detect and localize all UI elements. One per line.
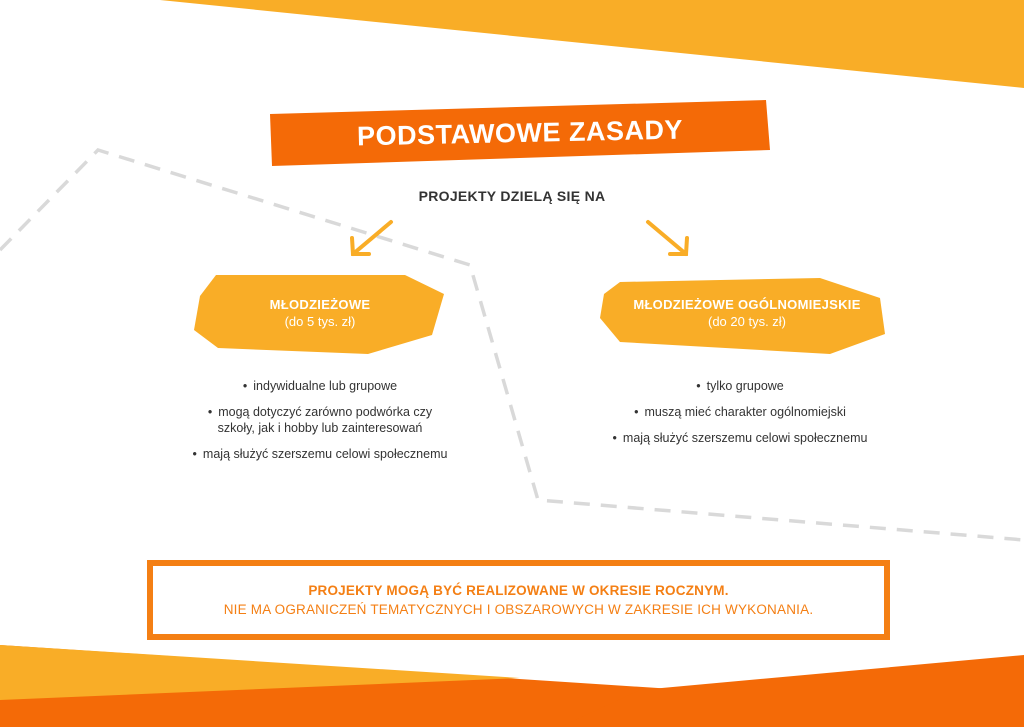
list-item: • mają służyć szerszemu celowi społecznemu bbox=[180, 446, 460, 462]
page-title: PODSTAWOWE ZASADY bbox=[356, 114, 684, 151]
top-yellow-band bbox=[160, 0, 1024, 88]
dashed-line bbox=[0, 150, 1024, 540]
youth-points-list bbox=[180, 378, 460, 472]
list-item: • indywidualne lub grupowe bbox=[180, 378, 460, 394]
note-line-2: NIE MA OGRANICZEŃ TEMATYCZNYCH I OBSZAROWYCH W ZAKRESIE ICH WYKONANIA. bbox=[223, 602, 814, 617]
badge-youth bbox=[200, 297, 440, 329]
subtitle: PROJEKTY DZIELĄ SIĘ NA bbox=[418, 188, 606, 204]
badge-citywide bbox=[604, 297, 890, 329]
note-line-1: PROJEKTY MOGĄ BYĆ REALIZOWANE W OKRESIE ROCZNYM. bbox=[308, 583, 729, 598]
citywide-points-list bbox=[590, 378, 890, 456]
list-item: • tylko grupowe bbox=[590, 378, 890, 394]
badge-youth-limit: (do 5 tys. zł) bbox=[284, 314, 356, 329]
note-text bbox=[147, 560, 890, 640]
badge-citywide-limit: (do 20 tys. zł) bbox=[707, 314, 787, 329]
badge-youth-title: MŁODZIEŻOWE bbox=[269, 297, 371, 312]
list-item: • mogą dotyczyć zarówno podwórka czy szkoły, jak i hobby lub zainteresowań bbox=[180, 404, 460, 436]
badge-citywide-title: MŁODZIEŻOWE OGÓLNOMIEJSKIE bbox=[633, 297, 861, 312]
list-item: • mają służyć szerszemu celowi społecznemu bbox=[590, 430, 890, 446]
arrow-right-icon bbox=[648, 222, 687, 254]
list-item: • muszą mieć charakter ogólnomiejski bbox=[590, 404, 890, 420]
